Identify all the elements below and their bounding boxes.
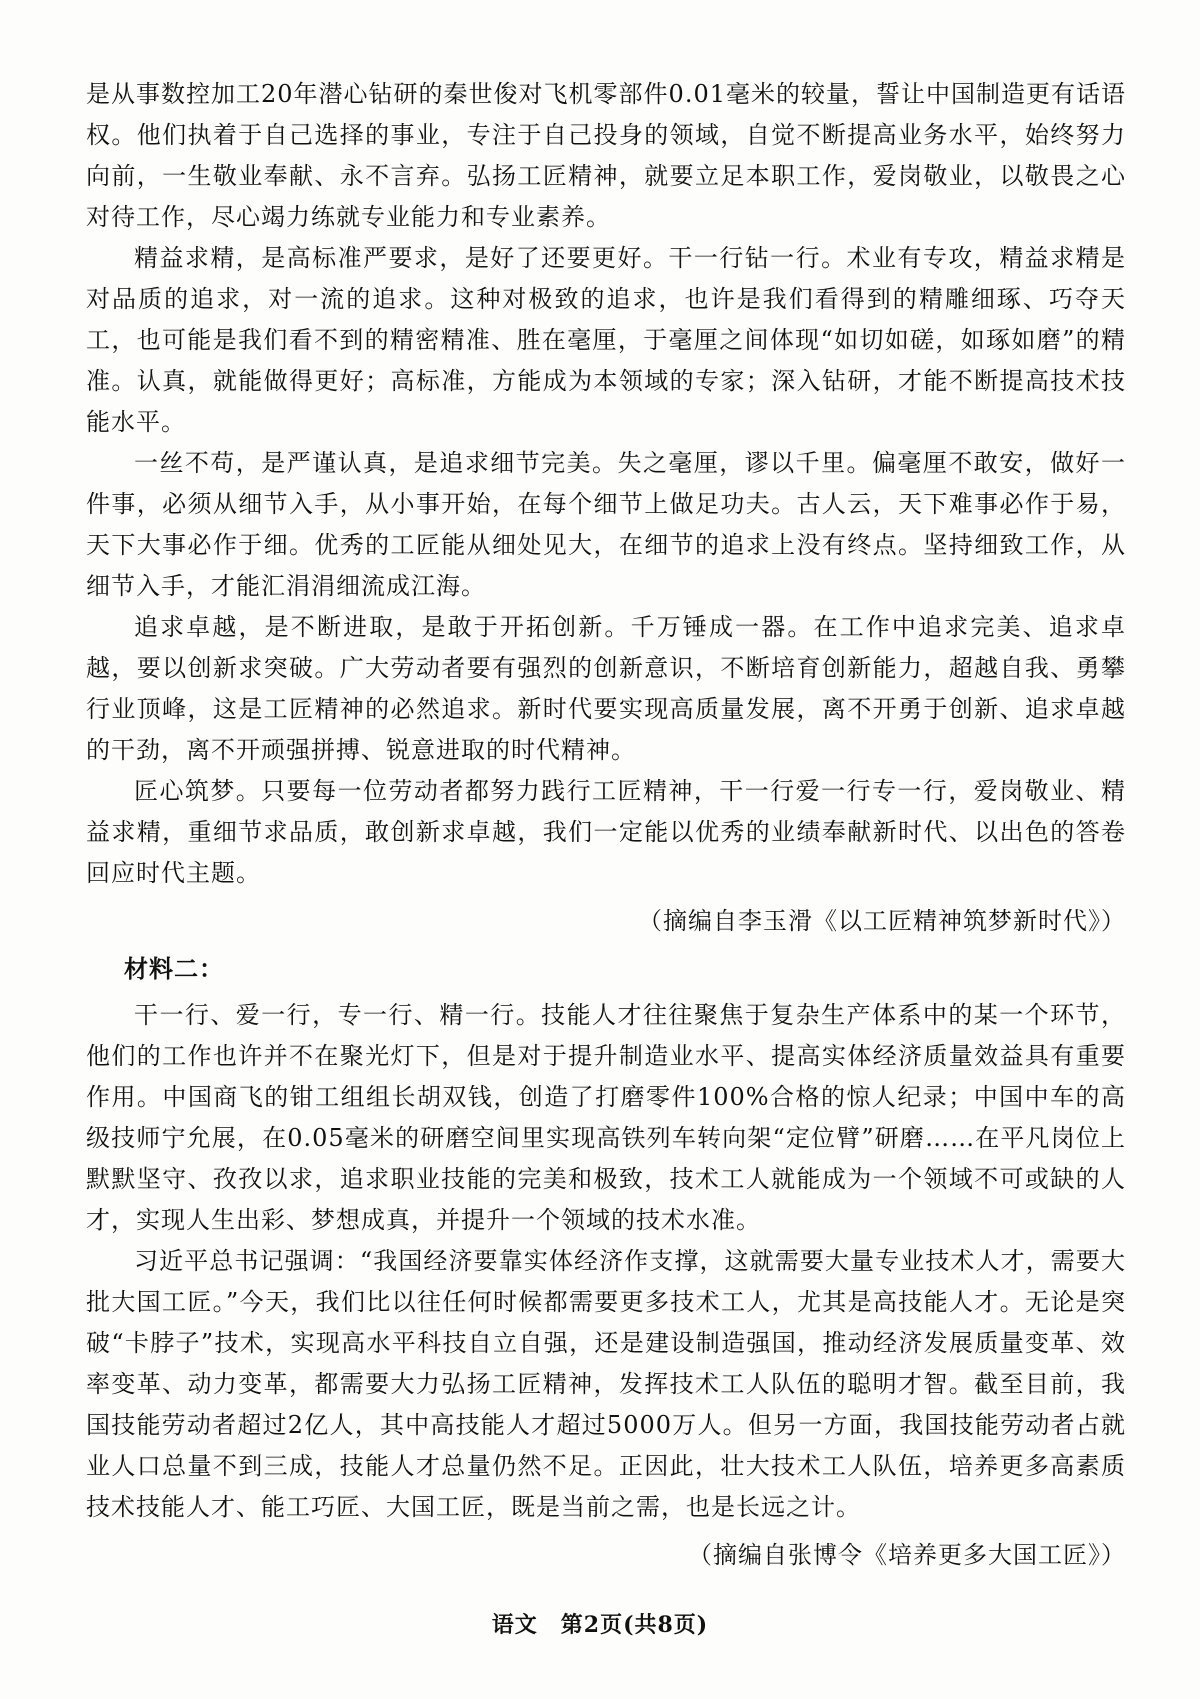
material-two-paragraph-2: 习近平总书记强调：“我国经济要靠实体经济作支撑，这就需要大量专业技术人才，需要大批大国工匠。”今天，我们比以往任何时候都需要更多技术工人，尤其是高技能人才。无论是突破“卡脖子”技术，实现高水平科技自立自强，还是建设制造强国，推动经济发展质量变革、效率变革、动力变革，都需要大力弘扬工匠精神，发挥技术工人队伍的聪明才智。截至目前，我国技能劳动者超过2亿人，其中高技能人才超过5000万人。但另一方面，我国技能劳动者占就业人口总量不到三成，技能人才总量仍然不足。正因此，壮大技术工人队伍，培养更多高素质技术技能人才、能工巧匠、大国工匠，既是当前之需，也是长远之计。 bbox=[86, 1247, 1126, 1521]
material-one-source: （摘编自李玉滑《以工匠精神筑梦新时代》） bbox=[638, 907, 1126, 935]
material-one-paragraph-1: 是从事数控加工20年潜心钻研的秦世俊对飞机零部件0.01毫米的较量，誓让中国制造更有话语权。他们执着于自己选择的事业，专注于自己投身的领域，自觉不断提高业务水平，始终努力向前，一生敬业奉献、永不言弃。弘扬工匠精神，就要立足本职工作，爱岗敬业，以敬畏之心对待工作，尽心竭力练就专业能力和专业素养。 bbox=[86, 80, 1126, 231]
page-content bbox=[86, 74, 1126, 1582]
material-one-paragraph-5: 匠心筑梦。只要每一位劳动者都努力践行工匠精神，干一行爱一行专一行，爱岗敬业、精益求精，重细节求品质，敢创新求卓越，我们一定能以优秀的业绩奉献新时代、以出色的答卷回应时代主题。 bbox=[86, 777, 1126, 887]
material-one-paragraph-3: 一丝不苟，是严谨认真，是追求细节完美。失之毫厘，谬以千里。偏毫厘不敢安，做好一件事，必须从细节入手，从小事开始，在每个细节上做足功夫。古人云，天下难事必作于易，天下大事必作于细。优秀的工匠能从细处见大，在细节的追求上没有终点。坚持细致工作，从细节入手，才能汇涓涓细流成江海。 bbox=[86, 449, 1126, 600]
page-footer: 语文 第2页(共8页) bbox=[491, 1612, 709, 1638]
material-two-paragraph-1: 干一行、爱一行，专一行、精一行。技能人才往往聚焦于复杂生产体系中的某一个环节，他们的工作也许并不在聚光灯下，但是对于提升制造业水平、提高实体经济质量效益具有重要作用。中国商飞的钳工组组长胡双钱，创造了打磨零件100%合格的惊人纪录；中国中车的高级技师宁允展，在0.05毫米的研磨空间里实现高铁列车转向架“定位臂”研磨……在平凡岗位上默默坚守、孜孜以求，追求职业技能的完美和极致，技术工人就能成为一个领域不可或缺的人才，实现人生出彩、梦想成真，并提升一个领域的技术水准。 bbox=[86, 1001, 1126, 1234]
material-two-heading: 材料二： bbox=[124, 954, 224, 983]
material-two-source: （摘编自张博令《培养更多大国工匠》） bbox=[688, 1541, 1126, 1569]
material-one-paragraph-4: 追求卓越，是不断进取，是敢于开拓创新。千万锤成一器。在工作中追求完美、追求卓越，要以创新求突破。广大劳动者要有强烈的创新意识，不断培育创新能力，超越自我、勇攀行业顶峰，这是工匠精神的必然追求。新时代要实现高质量发展，离不开勇于创新、追求卓越的干劲，离不开顽强拼搏、锐意进取的时代精神。 bbox=[86, 613, 1126, 764]
material-one-paragraph-2: 精益求精，是高标准严要求，是好了还要更好。干一行钻一行。术业有专攻，精益求精是对品质的追求，对一流的追求。这种对极致的追求，也许是我们看得到的精雕细琢、巧夺天工，也可能是我们看不到的精密精准、胜在毫厘，于毫厘之间体现“如切如磋，如琢如磨”的精准。认真，就能做得更好；高标准，方能成为本领域的专家；深入钻研，才能不断提高技术技能水平。 bbox=[86, 244, 1126, 436]
